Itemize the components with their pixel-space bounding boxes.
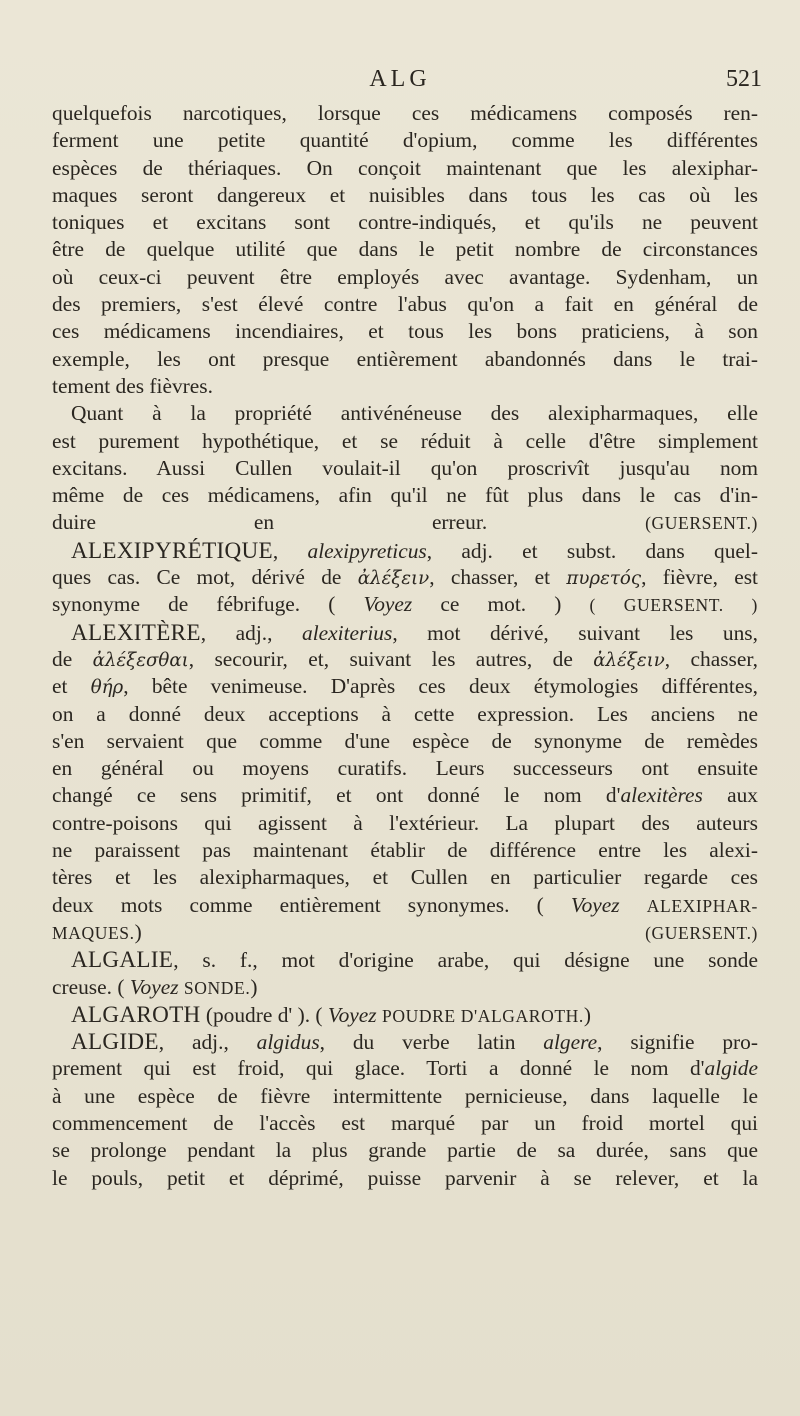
text-fragment: changé ce sens primitif, et ont donné le nom d' <box>52 783 621 808</box>
text-line: être de quelque utilité que dans le petit nombre de circonstances <box>52 237 758 262</box>
text-line <box>52 673 758 700</box>
text-line: commencement de l'accès est marqué par un froid mortel qui <box>52 1110 758 1135</box>
text-fragment: , chasser, et <box>429 565 551 590</box>
text-fragment: de <box>52 646 73 671</box>
text-fragment: , secourir, et, suivant les autres, de <box>188 646 573 671</box>
text-fragment: prement qui est froid, qui glace. Torti a donné le nom d' <box>52 1056 705 1081</box>
latin-term: algere <box>543 1030 598 1055</box>
text-line: on a donné deux acceptions à cette expression. Les anciens ne <box>52 701 758 726</box>
italic-term: algide <box>704 1056 758 1081</box>
entry-headword: ALEXITÈRE <box>71 618 201 645</box>
text-line: tères et les alexipharmaques, et Cullen en particulier regarde ces <box>52 865 758 890</box>
text-line <box>52 1055 758 1082</box>
text-fragment: ques cas. Ce mot, dérivé de <box>52 565 342 590</box>
text-line <box>52 892 758 919</box>
text-line: s'en servaient que comme d'une espèce de synonyme de remèdes <box>52 728 758 753</box>
text-line: ces médicamens incendiaires, et tous les bons praticiens, à son <box>52 319 758 344</box>
text-fragment: synonyme de fébrifuge. ( <box>52 592 336 617</box>
text-line: contre-poisons qui agissent à l'extérieur. La plupart des auteurs <box>52 810 758 835</box>
page-number: 521 <box>726 66 762 92</box>
cross-reference-target: POUDRE D'ALGAROTH. <box>381 1005 584 1026</box>
italic-term: alexitères <box>620 783 703 808</box>
running-head-title: ALG <box>369 66 431 92</box>
text-fragment: , chasser, <box>664 646 758 671</box>
text-line <box>52 919 758 946</box>
text-line: où ceux-ci peuvent être employés avec avantage. Sydenham, un <box>52 264 758 289</box>
greek-word: θήρ <box>90 677 124 699</box>
text-line: le pouls, petit et déprimé, puisse parvenir à se relever, et la <box>52 1165 758 1190</box>
entry-algaroth <box>52 1001 758 1028</box>
author-signature: ( GUERSENT. ) <box>589 595 758 616</box>
text-fragment: , adj., <box>200 620 273 645</box>
cross-reference-voyez: Voyez <box>129 974 179 999</box>
text-fragment: , signifie pro- <box>597 1030 758 1055</box>
text-line: des premiers, s'est élevé contre l'abus qu'on a fait en général de <box>52 292 758 317</box>
author-signature: (GUERSENT.) <box>645 513 758 534</box>
text-fragment: , mot dérivé, suivant les uns, <box>392 620 758 645</box>
text-line: tement des fièvres. <box>52 373 213 398</box>
text-line <box>52 974 758 1001</box>
text-fragment: et <box>52 674 68 699</box>
latin-term: alexiterius <box>302 620 393 645</box>
text-line: excitans. Aussi Cullen voulait-il qu'on proscrivît jusqu'au nom <box>52 455 758 480</box>
greek-word: ἀλέξεσθαι <box>92 649 189 671</box>
latin-term: algidus <box>256 1030 320 1055</box>
text-fragment: deux mots comme entièrement synonymes. ( <box>52 892 544 917</box>
text-fragment: ) <box>583 1002 592 1027</box>
text-line: exemple, les ont presque entièrement abandonnés dans le trai- <box>52 346 758 371</box>
entry-headword: ALGAROTH <box>71 1000 201 1027</box>
author-signature: (GUERSENT.) <box>645 922 758 943</box>
entry-algalie <box>52 946 758 973</box>
text-fragment: , adj. et subst. dans quel- <box>426 538 758 563</box>
cross-reference-target: MAQUES. <box>52 922 135 943</box>
text-fragment: , bête venimeuse. D'après ces deux étymologies différentes, <box>123 674 758 699</box>
text-fragment: ) <box>134 919 142 944</box>
text-line: maques seront dangereux et nuisibles dans tous les cas où les <box>52 182 758 207</box>
text-line: toniques et excitans sont contre-indiqués, et qu'ils ne peuvent <box>52 210 758 235</box>
text-fragment: , adj., <box>158 1030 229 1055</box>
entry-headword: ALGALIE <box>71 946 174 973</box>
text-line <box>52 646 758 673</box>
text-line: espèces de thériaques. On conçoit maintenant que les alexiphar- <box>52 155 758 180</box>
text-line: quelquefois narcotiques, lorsque ces médicamens composés ren- <box>52 101 758 125</box>
text-line: est purement hypothétique, et se réduit à celle d'être simplement <box>52 428 758 453</box>
text-line: Quant à la propriété antivénéneuse des alexipharmaques, elle <box>71 401 758 426</box>
text-line: se prolonge pendant la plus grande partie de sa durée, sans que <box>52 1138 758 1163</box>
text-line: ferment une petite quantité d'opium, comme les différentes <box>52 128 758 153</box>
text-line: ne paraissent pas maintenant établir de différence entre les alexi- <box>52 838 758 863</box>
text-line: à une espèce de fièvre intermittente pernicieuse, dans laquelle le <box>52 1083 758 1108</box>
cross-reference-voyez: Voyez <box>570 892 620 917</box>
text-fragment: ce mot. ) <box>412 592 562 617</box>
body-text <box>52 100 758 1192</box>
text-fragment: duire en erreur. <box>52 510 488 535</box>
text-fragment: , du verbe latin <box>319 1030 516 1055</box>
greek-word: ἀλέξειν <box>593 649 665 671</box>
text-line <box>52 509 758 536</box>
text-line: même de ces médicamens, afin qu'il ne fût plus dans le cas d'in- <box>52 483 758 508</box>
text-fragment: , s. f., mot d'origine arabe, qui désigne une sonde <box>173 948 758 973</box>
greek-word: ἀλέξειν <box>357 568 430 590</box>
text-line: en général ou moyens curatifs. Leurs successeurs ont ensuite <box>52 756 758 781</box>
running-head <box>0 66 800 96</box>
latin-term: alexipyreticus <box>307 538 427 563</box>
entry-alexitere <box>52 619 758 646</box>
greek-word: πυρετός <box>566 568 642 590</box>
cross-reference-target: SONDE. <box>183 977 251 998</box>
entry-headword: ALGIDE <box>71 1028 159 1055</box>
text-line <box>52 591 758 618</box>
cross-reference-voyez: Voyez <box>327 1002 377 1027</box>
entry-headword: ALEXIPYRÉTIQUE <box>71 536 273 563</box>
text-line <box>52 564 758 591</box>
entry-alexipyretique: ALEXIPYRÉTIQUE, alexipyreticus, adj. et subst. dans quel- <box>71 536 758 563</box>
text-fragment: aux <box>702 783 758 808</box>
text-fragment: (poudre d' ). ( <box>200 1002 323 1027</box>
entry-algide <box>52 1028 758 1055</box>
text-fragment: , fièvre, est <box>641 565 758 590</box>
cross-reference-target: ALEXIPHAR- <box>646 895 758 916</box>
cross-reference-voyez: Voyez <box>363 592 413 617</box>
text-fragment: ) <box>250 974 258 999</box>
text-line <box>52 782 758 809</box>
text-fragment: creuse. ( <box>52 974 125 999</box>
